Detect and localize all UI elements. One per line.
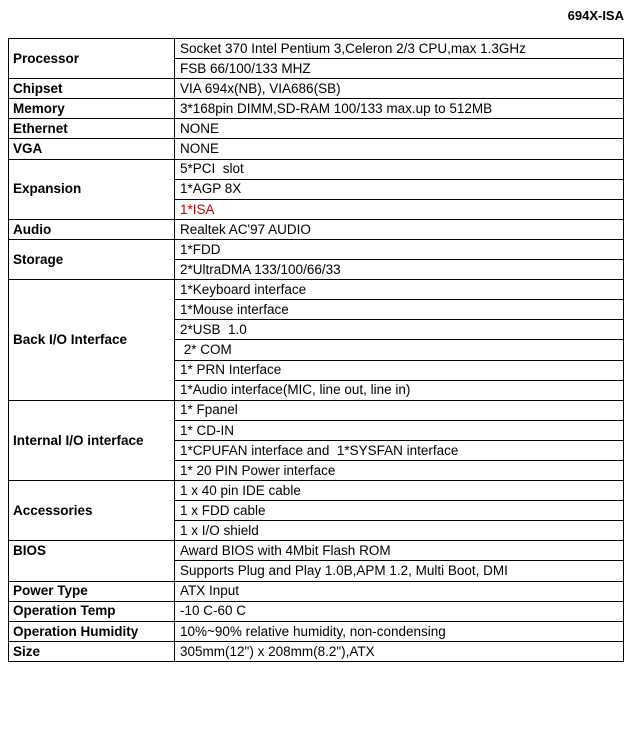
spec-value: 1*Keyboard interface [175,280,624,300]
spec-value: 1 x I/O shield [175,521,624,541]
spec-value: FSB 66/100/133 MHZ [175,59,624,79]
spec-value: 1* 20 PIN Power interface [175,460,624,480]
table-row [9,400,624,420]
spec-value: 5*PCI slot [175,159,624,179]
table-row [9,621,624,641]
table-row [9,239,624,259]
spec-label: Processor [9,39,175,79]
spec-label: Audio [9,219,175,239]
spec-label: Memory [9,99,175,119]
table-row [9,481,624,501]
spec-value: NONE [175,139,624,159]
table-row [9,79,624,99]
spec-label: Ethernet [9,119,175,139]
spec-table [8,38,624,662]
spec-value: 2* COM [175,340,624,360]
spec-label: VGA [9,139,175,159]
spec-label: Operation Humidity [9,621,175,641]
spec-value: 2*USB 1.0 [175,320,624,340]
spec-label: Accessories [9,481,175,541]
table-row [9,280,624,300]
spec-value: -10 C-60 C [175,601,624,621]
spec-value: ATX Input [175,581,624,601]
spec-value: 1*Audio interface(MIC, line out, line in) [175,380,624,400]
spec-value: Supports Plug and Play 1.0B,APM 1.2, Multi Boot, DMI [175,561,624,581]
spec-label: Expansion [9,159,175,219]
spec-value: 10%~90% relative humidity, non-condensing [175,621,624,641]
spec-value: VIA 694x(NB), VIA686(SB) [175,79,624,99]
spec-value: Socket 370 Intel Pentium 3,Celeron 2/3 CPU,max 1.3GHz [175,39,624,59]
page-title: 694X-ISA [567,8,624,23]
table-row [9,39,624,59]
spec-label: Operation Temp [9,601,175,621]
spec-value: 1*ISA [175,199,624,219]
spec-value: 1*AGP 8X [175,179,624,199]
table-row [9,641,624,661]
spec-label: Storage [9,239,175,279]
table-row [9,99,624,119]
table-row [9,601,624,621]
table-row [9,219,624,239]
spec-value: 1*CPUFAN interface and 1*SYSFAN interface [175,440,624,460]
spec-value: 1* PRN Interface [175,360,624,380]
spec-value: 1*FDD [175,239,624,259]
spec-value: 305mm(12") x 208mm(8.2"),ATX [175,641,624,661]
spec-table-body [9,39,624,662]
table-row [9,119,624,139]
spec-value: Award BIOS with 4Mbit Flash ROM [175,541,624,561]
spec-label: Chipset [9,79,175,99]
spec-label: Power Type [9,581,175,601]
spec-value: 1 x 40 pin IDE cable [175,481,624,501]
spec-value: 1* Fpanel [175,400,624,420]
spec-value: 1*Mouse interface [175,300,624,320]
spec-value: NONE [175,119,624,139]
spec-value: 3*168pin DIMM,SD-RAM 100/133 max.up to 512MB [175,99,624,119]
table-row [9,139,624,159]
table-row [9,541,624,561]
spec-value: Realtek AC'97 AUDIO [175,219,624,239]
table-row [9,581,624,601]
spec-label: Size [9,641,175,661]
spec-label: Internal I/O interface [9,400,175,480]
spec-value: 1 x FDD cable [175,501,624,521]
spec-label: BIOS [9,541,175,581]
table-row [9,159,624,179]
spec-value: 2*UltraDMA 133/100/66/33 [175,260,624,280]
spec-label: Back I/O Interface [9,280,175,401]
spec-value: 1* CD-IN [175,420,624,440]
